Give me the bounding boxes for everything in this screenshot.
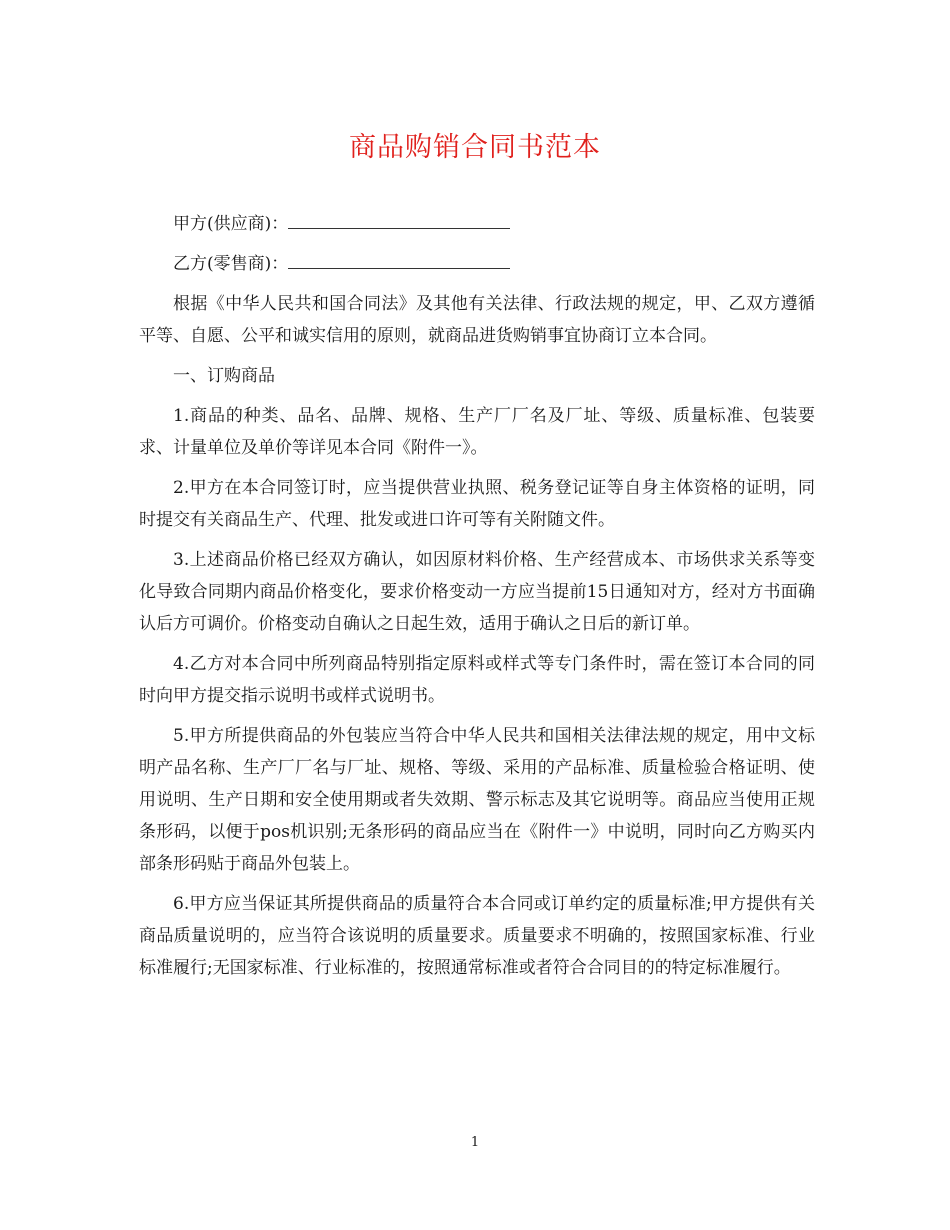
document-title: 商品购销合同书范本	[349, 132, 601, 163]
paragraph-clause-4: 4.乙方对本合同中所列商品特别指定原料或样式等专门条件时，需在签订本合同的同时向甲方提交指示说明书或样式说明书。	[139, 654, 815, 706]
party-b-blank	[288, 250, 510, 269]
document-body	[139, 208, 815, 992]
paragraph-preamble: 根据《中华人民共和国合同法》及其他有关法律、行政法规的规定，甲、乙双方遵循平等、自愿、公平和诚实信用的原则，就商品进货购销事宜协商订立本合同。	[139, 294, 815, 346]
party-b-label: 乙方(零售商)：	[173, 254, 289, 274]
paragraph-clause-5: 5.甲方所提供商品的外包装应当符合中华人民共和国相关法律法规的规定，用中文标明产品名称、生产厂厂名与厂址、规格、等级、采用的产品标准、质量检验合格证明、使用说明、生产日期和安全使用期或者失效期、警示标志及其它说明等。商品应当使用正规条形码，以便于pos机识别;无条形码的商品应当在《附件一》中说明，同时向乙方购买内部条形码贴于商品外包装上。	[139, 726, 815, 874]
paragraph-clause-1: 1.商品的种类、品名、品牌、规格、生产厂厂名及厂址、等级、质量标准、包装要求、计量单位及单价等详见本合同《附件一》。	[139, 406, 815, 458]
party-a-line	[139, 208, 815, 240]
paragraph-clause-6: 6.甲方应当保证其所提供商品的质量符合本合同或订单约定的质量标准;甲方提供有关商品质量说明的，应当符合该说明的质量要求。质量要求不明确的，按照国家标准、行业标准履行;无国家标准、行业标准的，按照通常标准或者符合合同目的的特定标准履行。	[139, 894, 815, 978]
party-a-blank	[288, 210, 510, 229]
section-heading-order-goods: 一、订购商品	[173, 366, 275, 386]
party-b-line	[139, 248, 815, 280]
paragraph-clause-2: 2.甲方在本合同签订时，应当提供营业执照、税务登记证等自身主体资格的证明，同时提交有关商品生产、代理、批发或进口许可等有关附随文件。	[139, 478, 815, 530]
paragraph-clause-3: 3.上述商品价格已经双方确认，如因原材料价格、生产经营成本、市场供求关系等变化导致合同期内商品价格变化，要求价格变动一方应当提前15日通知对方，经对方书面确认后方可调价。价格变动自确认之日起生效，适用于确认之日后的新订单。	[139, 550, 815, 634]
party-a-label: 甲方(供应商)：	[173, 214, 289, 234]
page-number: 1	[470, 1135, 480, 1150]
